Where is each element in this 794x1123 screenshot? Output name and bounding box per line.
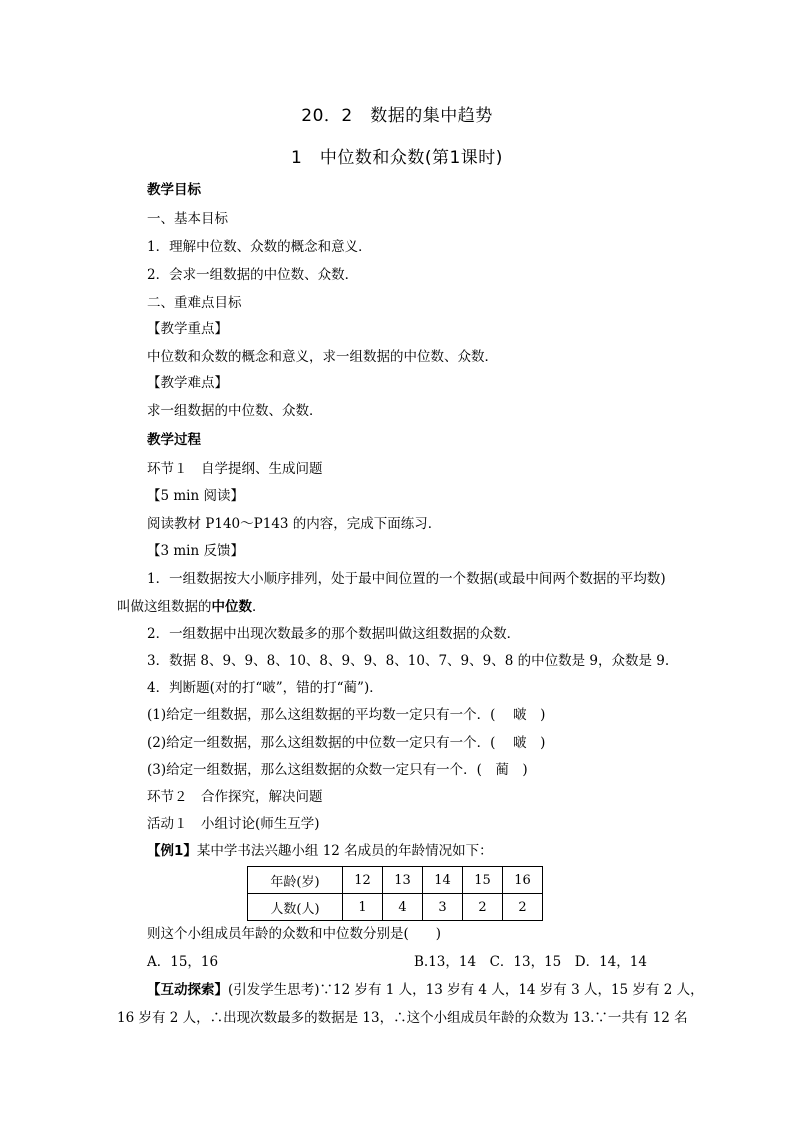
example-text: 某中学书法兴趣小组 12 名成员的年龄情况如下： [196,843,493,859]
question-1-text: 叫做这组数据的 [117,599,212,615]
example-1 [147,842,493,860]
question-4-b: (2)给定一组数据，那么这组数据的中位数一定只有一个．( 啵 ) [147,735,546,751]
step-1-heading: 环节１ 自学提纲、生成问题 [147,461,323,477]
table-row [248,867,543,894]
activity-1-heading: 活动１ 小组讨论(师生互学) [147,816,320,832]
table-cell: 13 [383,867,423,894]
explore-label: 【互动探索】 [147,982,228,998]
basic-objectives-heading: 一、基本目标 [147,211,228,227]
key-objectives-heading: 二、重难点目标 [147,295,242,311]
question-1-line-1: 1．一组数据按大小顺序排列，处于最中间位置的一个数据(或最中间两个数据的平均数) [147,571,666,587]
table-cell: 3 [423,894,463,921]
objective-item: 1．理解中位数、众数的概念和意义． [147,239,372,255]
difficulty-text: 求一组数据的中位数、众数． [147,403,323,419]
table-cell: 12 [343,867,383,894]
explore-line-1 [147,981,704,999]
difficulty-label: 【教学难点】 [147,375,228,391]
question-4-a: (1)给定一组数据，那么这组数据的平均数一定只有一个．( 啵 ) [147,707,546,723]
question-1-line-2 [117,598,266,616]
read-text: 阅读教材 P140～P143 的内容，完成下面练习． [147,516,442,532]
age-table [247,866,543,921]
table-cell: 16 [503,867,543,894]
question-4: 4．判断题(对的打“啵”，错的打“蔺”)． [147,680,383,696]
table-row-label: 年龄(岁) [248,867,343,894]
feedback-label: 【3 min 反馈】 [147,543,244,559]
table-cell: 14 [423,867,463,894]
question-2: 2．一组数据中出现次数最多的那个数据叫做这组数据的众数． [147,626,521,642]
options-b-c-d: B.13，14 C．13，15 D．14，14 [414,954,647,970]
explore-line-2: 16 岁有 2 人，∴出现次数最多的数据是 13，∴这个小组成员年龄的众数为 13.∵一共有 12 名 [117,1010,688,1026]
objective-item: 2．会求一组数据的中位数、众数． [147,267,359,283]
explore-text: (引发学生思考)∵12 岁有 1 人，13 岁有 4 人，14 岁有 3 人，15 岁有 2 人， [228,982,704,998]
option-a: A．15，16 [147,954,219,970]
example-question: 则这个小组成员年龄的众数和中位数分别是( ) [147,926,442,942]
page-subtitle: 1 中位数和众数(第1课时) [291,148,503,168]
question-3: 3．数据 8、9、9、8、10、8、9、9、8、10、7、9、9、8 的中位数是 9，众数是 9. [147,653,670,669]
table-cell: 1 [343,894,383,921]
objectives-heading: 教学目标 [147,182,201,198]
table-row [248,894,543,921]
read-label: 【5 min 阅读】 [147,488,244,504]
step-2-heading: 环节２ 合作探究，解决问题 [147,789,323,805]
table-cell: 2 [503,894,543,921]
page-title: 20．2 数据的集中趋势 [301,106,493,126]
example-label: 【例1】 [147,843,197,859]
question-4-c: (3)给定一组数据，那么这组数据的众数一定只有一个．( 蔺 ) [147,762,528,778]
table-cell: 2 [463,894,503,921]
table-cell: 15 [463,867,503,894]
question-1-answer: 中位数 [211,599,252,615]
focus-label: 【教学重点】 [147,321,228,337]
process-heading: 教学过程 [147,432,201,448]
table-row-label: 人数(人) [248,894,343,921]
question-1-end: ． [252,599,266,615]
table-cell: 4 [383,894,423,921]
focus-text: 中位数和众数的概念和意义，求一组数据的中位数、众数． [147,349,498,365]
